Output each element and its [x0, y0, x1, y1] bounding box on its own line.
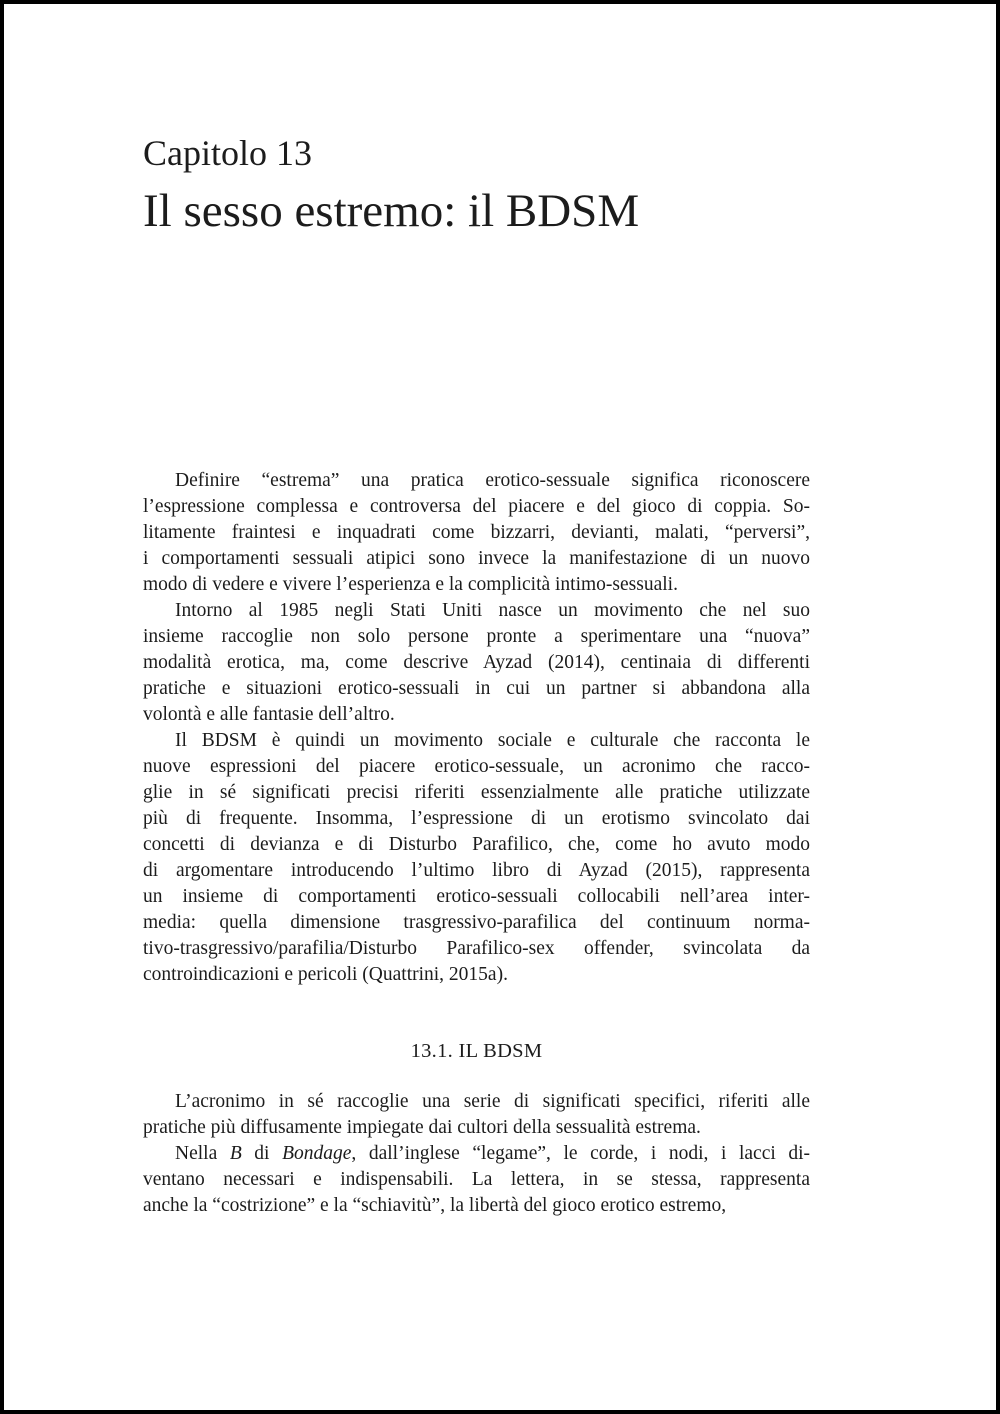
text-line: Definire “estrema” una pratica erotico-sessuale significa riconoscere — [175, 469, 810, 491]
intro-paragraphs — [143, 468, 810, 988]
text-line: Nella B di Bondage, dall’inglese “legame”, le corde, i nodi, i lacci di- — [175, 1142, 811, 1164]
text-line: un insieme di comportamenti erotico-sessuali collocabili nell’area inter- — [143, 885, 810, 907]
chapter-label: Capitolo 13 — [143, 133, 312, 173]
text-line: L’acronimo in sé raccoglie una serie di significati specifici, riferiti alle — [175, 1090, 810, 1112]
text-line: l’espressione complessa e controversa del piacere e del gioco di coppia. So- — [143, 495, 810, 517]
text-line: Il BDSM è quindi un movimento sociale e culturale che racconta le — [175, 729, 810, 751]
paragraph — [143, 1141, 810, 1219]
text-line: i comportamenti sessuali atipici sono invece la manifestazione di un nuovo — [143, 547, 810, 569]
text-line: volontà e alle fantasie dell’altro. — [143, 703, 395, 725]
paragraph — [143, 598, 810, 728]
section-paragraphs — [143, 1089, 810, 1219]
text-line: glie in sé significati precisi riferiti essenzialmente alle pratiche utilizzate — [143, 781, 810, 803]
text-line: nuove espressioni del piacere erotico-sessuale, un acronimo che racco- — [143, 755, 810, 777]
text-line: insieme raccoglie non solo persone pronte a sperimentare una “nuova” — [143, 625, 810, 647]
text-line: pratiche più diffusamente impiegate dai cultori della sessualità estrema. — [143, 1116, 701, 1138]
text-line: concetti di devianza e di Disturbo Parafilico, che, come ho avuto modo — [143, 833, 810, 855]
paragraph — [143, 468, 810, 598]
text-line: anche la “costrizione” e la “schiavitù”, la libertà del gioco erotico estremo, — [143, 1194, 727, 1216]
text-line: modalità erotica, ma, come descrive Ayzad (2014), centinaia di differenti — [143, 651, 810, 673]
paragraph — [143, 728, 810, 988]
text-line: tivo-trasgressivo/parafilia/Disturbo Parafilico-sex offender, svincolata da — [143, 937, 810, 959]
text-line: controindicazioni e pericoli (Quattrini, 2015a). — [143, 963, 508, 985]
chapter-title: Il sesso estremo: il BDSM — [143, 185, 640, 238]
body-text — [143, 240, 810, 1219]
text-line: media: quella dimensione trasgressivo-parafilica del continuum norma- — [143, 911, 810, 933]
text-line: pratiche e situazioni erotico-sessuali in cui un partner si abbandona alla — [143, 677, 810, 699]
section-heading: 13.1. IL BDSM — [410, 1039, 543, 1062]
text-line: litamente fraintesi e inquadrati come bizzarri, devianti, malati, “perversi”, — [143, 521, 810, 543]
text-line: ventano necessari e indispensabili. La lettera, in se stessa, rappresenta — [143, 1168, 810, 1190]
text-line: modo di vedere e vivere l’esperienza e la complicità intimo-sessuali. — [143, 573, 678, 595]
text-line: Intorno al 1985 negli Stati Uniti nasce un movimento che nel suo — [175, 599, 810, 621]
text-column — [4, 4, 810, 1219]
text-line: di argomentare introducendo l’ultimo libro di Ayzad (2015), rappresenta — [143, 859, 810, 881]
paragraph — [143, 1089, 810, 1141]
text-line: più di frequente. Insomma, l’espressione di un erotismo svincolato dai — [143, 807, 810, 829]
